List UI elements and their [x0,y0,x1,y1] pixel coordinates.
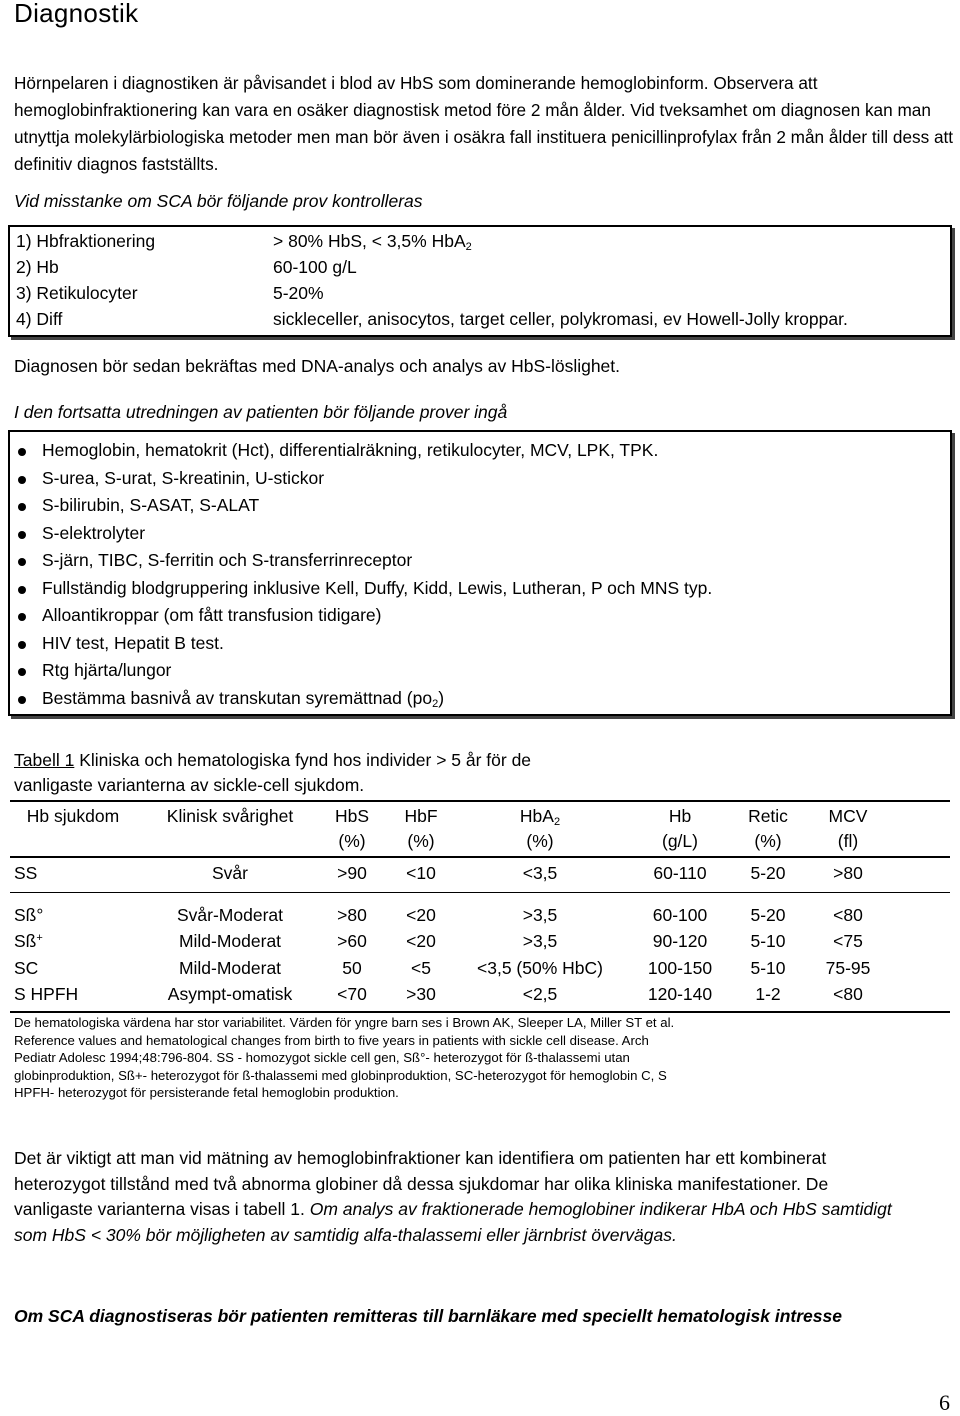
table-caption-line2: vanligaste varianterna av sickle-cell sjukdom. [14,775,365,795]
table-cell: <70 [337,984,367,1004]
bullet-icon [18,448,26,456]
referral-text: Om SCA diagnostiseras bör patienten remitteras till barnläkare med speciellt hematologisk intresse [14,1306,842,1326]
table-cell: 75-95 [825,958,871,978]
table-cell: >3,5 [522,931,558,951]
table-rule [10,800,950,802]
sca-test-label: 4) Diff [16,309,63,329]
table-cell: Sß° [14,905,44,925]
table-cell: <10 [406,863,436,883]
table-cell: <20 [406,931,436,951]
table-cell: <3,5 [522,863,558,883]
table-cell: >30 [406,984,436,1004]
table-cell: 60-110 [653,863,707,883]
table-header-unit: (g/L) [662,831,698,851]
footnote-line: Pediatr Adolesc 1994;48:796-804. SS - homozygot sickle cell gen, Sß°- heterozygot för ß-thalassemi utan [14,1050,630,1065]
table-cell: Mild-Moderat [178,931,282,951]
sca-test-label: 2) Hb [16,257,59,277]
table-cell: Asympt-omatisk [167,984,293,1004]
table-cell: <3,5 (50% HbC) [477,958,603,978]
combined-paragraph: Det är viktigt att man vid mätning av hemoglobinfraktioner kan identifiera om patienten har ett kombinerat heterozygot tillstånd med två abnorma globiner då dessa sjukdomar har olika kliniska manifestationer. De vanligaste varianterna visas i tabell 1. Om analys av fraktionerade hemoglobiner indikerar HbA och HbS samtidigt som HbS < 30% bör möjligheten av samtidig alfa-thalassemi eller järnbrist övervägas. [14,1148,892,1245]
table-cell: 5-20 [750,863,786,883]
table-cell: 5-20 [750,905,786,925]
table-cell: 120-140 [647,984,713,1004]
table-cell: 50 [342,958,362,978]
table-rule [10,856,950,858]
table-header-cell: Retic [748,806,788,826]
table-header-cell: HbS [334,806,370,826]
followup-list-box: Hemoglobin, hematokrit (Hct), differentialräkning, retikulocyter, MCV, LPK, TPK. S-urea, S-urat, S-kreatinin, U-stickor S-bilirubin, S-ASAT, S-ALAT S-elektrolyter S-järn, TIBC, S-ferritin och S-transferrinreceptor Fullständig blodgruppering inklusive Kell, Duffy, Kidd, Lewis, Lutheran, P och MNS typ. Alloantikroppar (om fått transfusion tidigare) HIV test, Hepatit B test. Rtg hjärta/lungor Bestämma basnivå av transkutan syremättnad $(po_2)$ [8,430,952,716]
combined-italic-text: Om analys av fraktionerade hemoglobiner indikerar HbA och HbS samtidigt som HbS < 30% bör möjligheten av samtidig alfa-thalassemi eller järnbrist övervägas. [14,1199,892,1245]
sca-test-value: sickleceller, anisocytos, target celler, polykromasi, ev Howell-Jolly kroppar. [273,309,848,329]
bullet-icon [18,503,26,511]
sca-test-value: 5-20% [273,283,324,303]
bullet-icon [18,613,26,621]
table-header-unit: (%) [407,831,435,851]
table-cell: SS [14,863,38,883]
table-cell: S HPFH [14,984,79,1004]
table-cell: 60-100 [652,905,708,925]
table-cell: Sß+ [14,931,43,951]
footnote-line: globinproduktion, Sß+- heterozygot för ß-thalassemi med globinproduktion, SC-heterozygot för hemoglobin C, S [14,1067,667,1083]
table-header-unit: (fl) [837,831,859,851]
table-header-cell: MCV [828,806,868,826]
table-header-unit: (%) [754,831,782,851]
table-cell: >90 [337,863,367,883]
bullet-icon [18,531,26,539]
footnote-line: HPFH- heterozygot för persisterande fetal hemoglobin produktion. [14,1085,399,1100]
table-cell: >80 [337,905,367,925]
table-cell: 5-10 [750,931,786,951]
table-cell: >3,5 [522,905,558,925]
table-caption: Tabell 1 Kliniska och hematologiska fynd hos individer > 5 år för de [14,750,532,770]
table-rule [10,892,950,893]
table-cell: <80 [833,905,863,925]
table-header-cell: Hb sjukdom [26,806,120,826]
sca-tests-box [8,225,952,337]
page-title: Diagnostik [14,0,139,28]
table-cell: <2,5 [522,984,558,1004]
table-caption-label: Tabell 1 [14,750,75,770]
followup-heading: I den fortsatta utredningen av patienten bör följande prover ingå [14,402,508,422]
intro-paragraph: Hörnpelaren i diagnostiken är påvisandet i blod av HbS som dominerande hemoglobinform. Observera att hemoglobinfraktionering kan vara en osäker diagnostisk metod före 2 mån ålder. Vid tveksamhet om diagnosen kan man utnyttja molekylärbiologiska metoder men man bör även i osäkra fall instituera penicillinprofylax från 2 mån ålder till dess att definitiv diagnos fastställts. [14,73,954,174]
bullet-icon [18,696,26,704]
footnote-line: De hematologiska värdena har stor variabilitet. Värden för yngre barn ses i Brown AK, Sleeper LA, Miller ST et al. [14,1015,675,1030]
table-header-unit: (%) [338,831,366,851]
bullet-icon [18,586,26,594]
sca-test-label: 3) Retikulocyter [16,283,138,303]
table-cell: 5-10 [750,958,786,978]
table-cell: 90-120 [652,931,708,951]
table-header-unit: (%) [526,831,554,851]
table-rule [10,1011,950,1013]
table-header-cell: Klinisk svårighet [166,806,294,826]
table-cell: <5 [411,958,431,978]
bullet-icon [18,668,26,676]
table-cell: SC [14,958,39,978]
sca-heading: Vid misstanke om SCA bör följande prov kontrolleras [14,191,423,211]
table-header-cell: Hb [668,806,692,826]
table-cell: <20 [406,905,436,925]
sca-test-value: 60-100 g/L [273,257,357,277]
table-header-cell: HbA$_2$ [519,806,561,828]
page-number: 6 [939,1390,950,1415]
table-cell: 100-150 [647,958,713,978]
table-cell: Svår [212,863,248,883]
table-header-cell: HbF [404,806,438,826]
table-cell: Svår-Moderat [176,905,283,925]
bullet-icon [18,641,26,649]
table-cell: >60 [337,931,367,951]
confirm-text: Diagnosen bör sedan bekräftas med DNA-analys och analys av HbS-löslighet. [14,356,621,376]
table-footnote [14,1014,934,1102]
table-cell: >80 [833,863,863,883]
bullet-icon [18,476,26,484]
table-cell: <80 [833,984,863,1004]
bullet-icon [18,558,26,566]
table-cell: 1-2 [755,984,781,1004]
table-cell: Mild-Moderat [178,958,282,978]
footnote-line: Reference values and hematological changes from birth to five years in patients with sickle cell disease. Arch [14,1032,649,1048]
sca-test-label: 1) Hbfraktionering [16,231,156,251]
table-cell: <75 [833,931,863,951]
sca-test-value: > 80% HbS, < 3,5% HbA$_2$ [273,231,472,253]
